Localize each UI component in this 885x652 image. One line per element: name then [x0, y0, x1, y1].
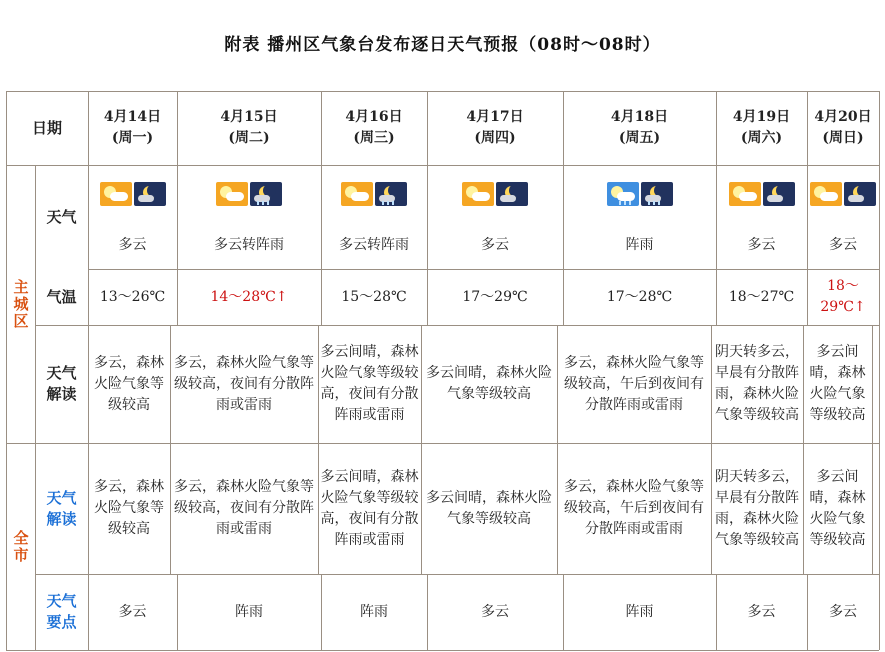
date-text: 4月19日: [732, 109, 791, 125]
weather-text-cell: 多云转阵雨: [339, 237, 409, 253]
sun-rain-icon: [607, 182, 639, 206]
weather-text-cell: 多云转阵雨: [214, 237, 284, 253]
interpretation-cell: 多云，森林火险气象等级较高，午后到夜间有分散阵雨或雷雨: [564, 354, 704, 413]
city-interpretation-cell: 多云间晴，森林火险气象等级较高: [426, 489, 552, 527]
temperature-cell: 14～28℃↑: [210, 288, 288, 305]
cloud-shape: [820, 192, 838, 201]
temperature-cell: 18～29℃↑: [820, 278, 866, 315]
sun-cloud-icon: [729, 182, 761, 206]
city-interpretation-cell: 多云，森林火险气象等级较高，午后到夜间有分散阵雨或雷雨: [564, 479, 704, 537]
grid-line: [879, 91, 880, 650]
weekday-text: (周日): [822, 130, 864, 146]
weather-icon-pair: [341, 182, 407, 206]
key-point-cell: 阵雨: [235, 603, 263, 620]
city-interpretation-cell: 多云间晴，森林火险气象等级较高: [809, 468, 866, 548]
weather-text-cell: 多云: [829, 237, 857, 253]
cloud-shape: [767, 195, 783, 202]
weekday-text: (周二): [228, 130, 270, 146]
weekday-text: (周五): [618, 130, 661, 146]
key-point-cell: 阵雨: [625, 603, 654, 620]
date-text: 4月17日: [466, 109, 524, 125]
city-interpretation-cell: 多云，森林火险气象等级较高: [94, 479, 164, 537]
moon-cloud-rain-icon: [375, 182, 407, 206]
interpretation-cell: 多云，森林火险气象等级较高: [94, 354, 164, 413]
sun-cloud-icon: [100, 182, 132, 206]
date-text: 4月18日: [610, 109, 669, 125]
cloud-shape: [848, 195, 864, 202]
raindrop: [392, 201, 394, 205]
interpretation-cell: 多云间晴，森林火险气象等级较高: [426, 365, 552, 402]
date-header-cell: [716, 91, 807, 165]
weather-icon-cell: [427, 165, 563, 222]
moon-cloud-icon: [844, 182, 876, 206]
weekday-text: (周六): [740, 130, 783, 146]
raindrop: [629, 201, 631, 205]
raindrop: [257, 201, 259, 205]
raindrop: [382, 201, 384, 205]
city-interpretation-cell: 阴天转多云，早晨有分散阵雨，森林火险气象等级较高: [715, 468, 799, 548]
date-column-header: 日期: [31, 118, 62, 137]
date-header-cell: [321, 91, 427, 165]
cloud-shape: [226, 192, 244, 201]
raindrop: [648, 201, 650, 205]
interpretation-cell: 多云，森林火险气象等级较高，夜间有分散阵雨或雷雨: [174, 354, 314, 413]
raindrop: [658, 201, 660, 205]
date-text: 4月16日: [345, 109, 403, 125]
weather-icon-cell: [321, 165, 427, 222]
city-interpretation-cell: 多云，森林火险气象等级较高，夜间有分散阵雨或雷雨: [174, 479, 314, 537]
cloud-shape: [351, 192, 369, 201]
weather-icon-pair: [729, 182, 795, 206]
cloud-shape: [472, 192, 490, 201]
key-point-cell: 多云: [829, 603, 857, 620]
weather-icon-cell: [563, 165, 716, 222]
moon-cloud-icon: [134, 182, 166, 206]
weekday-text: (周一): [111, 130, 154, 146]
sun-cloud-icon: [462, 182, 494, 206]
temperature-cell: 17～28℃: [606, 288, 673, 305]
raindrop: [262, 201, 264, 205]
key-point-cell: 阵雨: [360, 603, 388, 620]
key-point-cell: 多云: [747, 603, 776, 620]
weather-text-cell: 多云: [747, 237, 776, 253]
temperature-cell: 13～26℃: [99, 288, 166, 305]
weather-icon-pair: [810, 182, 876, 206]
raindrop: [619, 201, 621, 205]
row-label-temperature: 气温: [46, 287, 77, 306]
weather-text-cell: 多云: [118, 237, 147, 253]
key-point-cell: 多云: [481, 603, 509, 620]
sun-cloud-icon: [341, 182, 373, 206]
date-header-cell: [563, 91, 716, 165]
weather-icon-cell: [88, 165, 177, 222]
weekday-text: (周四): [474, 130, 516, 146]
raindrop: [653, 201, 655, 205]
temperature-cell: 15～28℃: [341, 288, 407, 305]
cloud-shape: [739, 192, 757, 201]
date-header-cell: [88, 91, 177, 165]
weather-icon-cell: [177, 165, 321, 222]
weather-text-cell: 阵雨: [625, 237, 654, 253]
raindrop: [387, 201, 389, 205]
row-label-key-points: 天气要点: [46, 592, 77, 631]
date-header-cell: [177, 91, 321, 165]
sun-cloud-icon: [216, 182, 248, 206]
date-text: 4月15日: [220, 109, 278, 125]
cloud-shape: [138, 195, 154, 202]
date-header-cell: [807, 91, 879, 165]
weather-icon-pair: [216, 182, 282, 206]
weather-icon-cell: [716, 165, 807, 222]
interpretation-cell: 多云间晴，森林火险气象等级较高，夜间有分散阵雨或雷雨: [320, 344, 419, 423]
section-label-whole-city: 全市: [11, 529, 30, 564]
raindrop: [267, 201, 269, 205]
temperature-cell: 18～27℃: [728, 288, 795, 305]
weather-text-cell: 多云: [481, 237, 509, 253]
cloud-shape: [500, 195, 516, 202]
date-text: 4月20日: [814, 109, 872, 125]
cloud-shape: [110, 192, 128, 201]
row-label-interpretation: 天气解读: [46, 364, 77, 403]
row-label-city-interpretation: 天气解读: [46, 488, 77, 528]
cloud-shape: [617, 192, 635, 201]
moon-cloud-rain-icon: [641, 182, 673, 206]
table-title: 附表 播州区气象台发布逐日天气预报（08时～08时）: [224, 35, 661, 55]
weather-icon-cell: [807, 165, 879, 222]
interpretation-cell: 阴天转多云，早晨有分散阵雨，森林火险气象等级较高: [715, 344, 799, 423]
moon-cloud-icon: [763, 182, 795, 206]
interpretation-cell: 多云间晴，森林火险气象等级较高: [809, 344, 866, 423]
temperature-cell: 17～29℃: [462, 288, 528, 305]
date-text: 4月14日: [103, 109, 162, 125]
row-label-weather: 天气: [46, 207, 77, 226]
moon-cloud-rain-icon: [250, 182, 282, 206]
raindrop: [624, 201, 626, 205]
sun-cloud-icon: [810, 182, 842, 206]
weather-icon-pair: [100, 182, 166, 206]
grid-line: [6, 650, 879, 651]
moon-cloud-icon: [496, 182, 528, 206]
weather-icon-pair: [462, 182, 528, 206]
date-header-cell: [427, 91, 563, 165]
weather-icon-pair: [607, 182, 673, 206]
weekday-text: (周三): [353, 130, 395, 146]
section-label-main-city: 主城区: [11, 278, 30, 330]
key-point-cell: 多云: [118, 603, 147, 620]
grid-line: [872, 325, 873, 574]
city-interpretation-cell: 多云间晴，森林火险气象等级较高，夜间有分散阵雨或雷雨: [320, 468, 419, 548]
